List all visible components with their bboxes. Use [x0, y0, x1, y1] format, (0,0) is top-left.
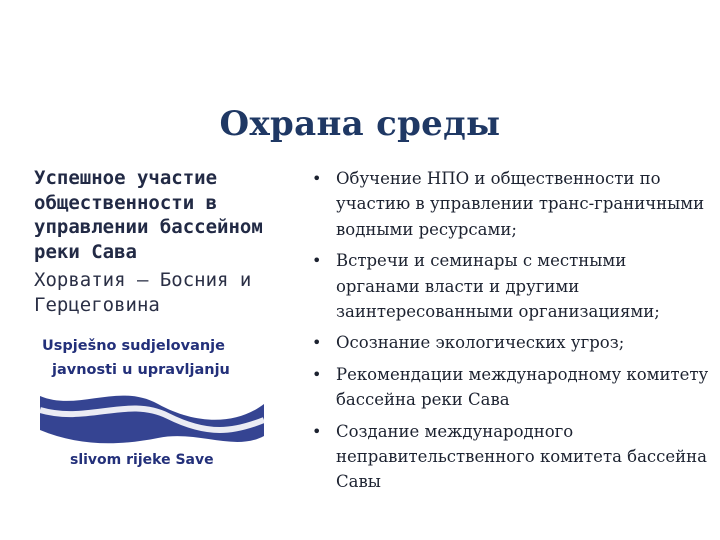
bullet-dot-icon: •	[312, 364, 322, 384]
right-column	[306, 166, 710, 501]
bullet-list	[306, 166, 710, 495]
bullet-item	[306, 362, 710, 413]
bullet-dot-icon: •	[312, 169, 322, 188]
bullet-dot-icon: •	[312, 333, 322, 353]
logo-line-3: slivom rijeke Save	[70, 452, 214, 468]
bullet-dot-icon: •	[312, 421, 322, 441]
logo-line-2: javnosti u upravljanju	[52, 362, 230, 378]
slide-title: Охрана среды	[219, 104, 501, 144]
river-logo-icon	[38, 334, 266, 472]
bullet-text: Осознание экологических угроз;	[336, 333, 625, 353]
project-logo	[38, 334, 266, 472]
bullet-item	[306, 330, 710, 355]
bullet-item	[306, 166, 710, 242]
bullet-text: Встречи и семинары с местными органами власти и другими заинтересованными организациями;	[336, 251, 660, 322]
bullet-item	[306, 248, 710, 324]
bullet-text: Обучение НПО и общественности по участию в управлении транс-граничными водными ресурсами;	[336, 169, 705, 239]
left-heading: Успешное участие общественности в управлении бассейном реки Сава	[34, 167, 263, 263]
left-column	[34, 166, 334, 318]
left-subheading: Хорватия – Босния и Герцеговина	[34, 269, 252, 316]
bullet-text: Создание международного неправительственного комитета бассейна Савы	[336, 421, 708, 492]
logo-line-1: Uspješno sudjelovanje	[42, 338, 225, 354]
bullet-text: Рекомендации международному комитету бассейна реки Сава	[336, 364, 709, 410]
bullet-dot-icon: •	[312, 251, 322, 271]
bullet-item	[306, 419, 710, 495]
